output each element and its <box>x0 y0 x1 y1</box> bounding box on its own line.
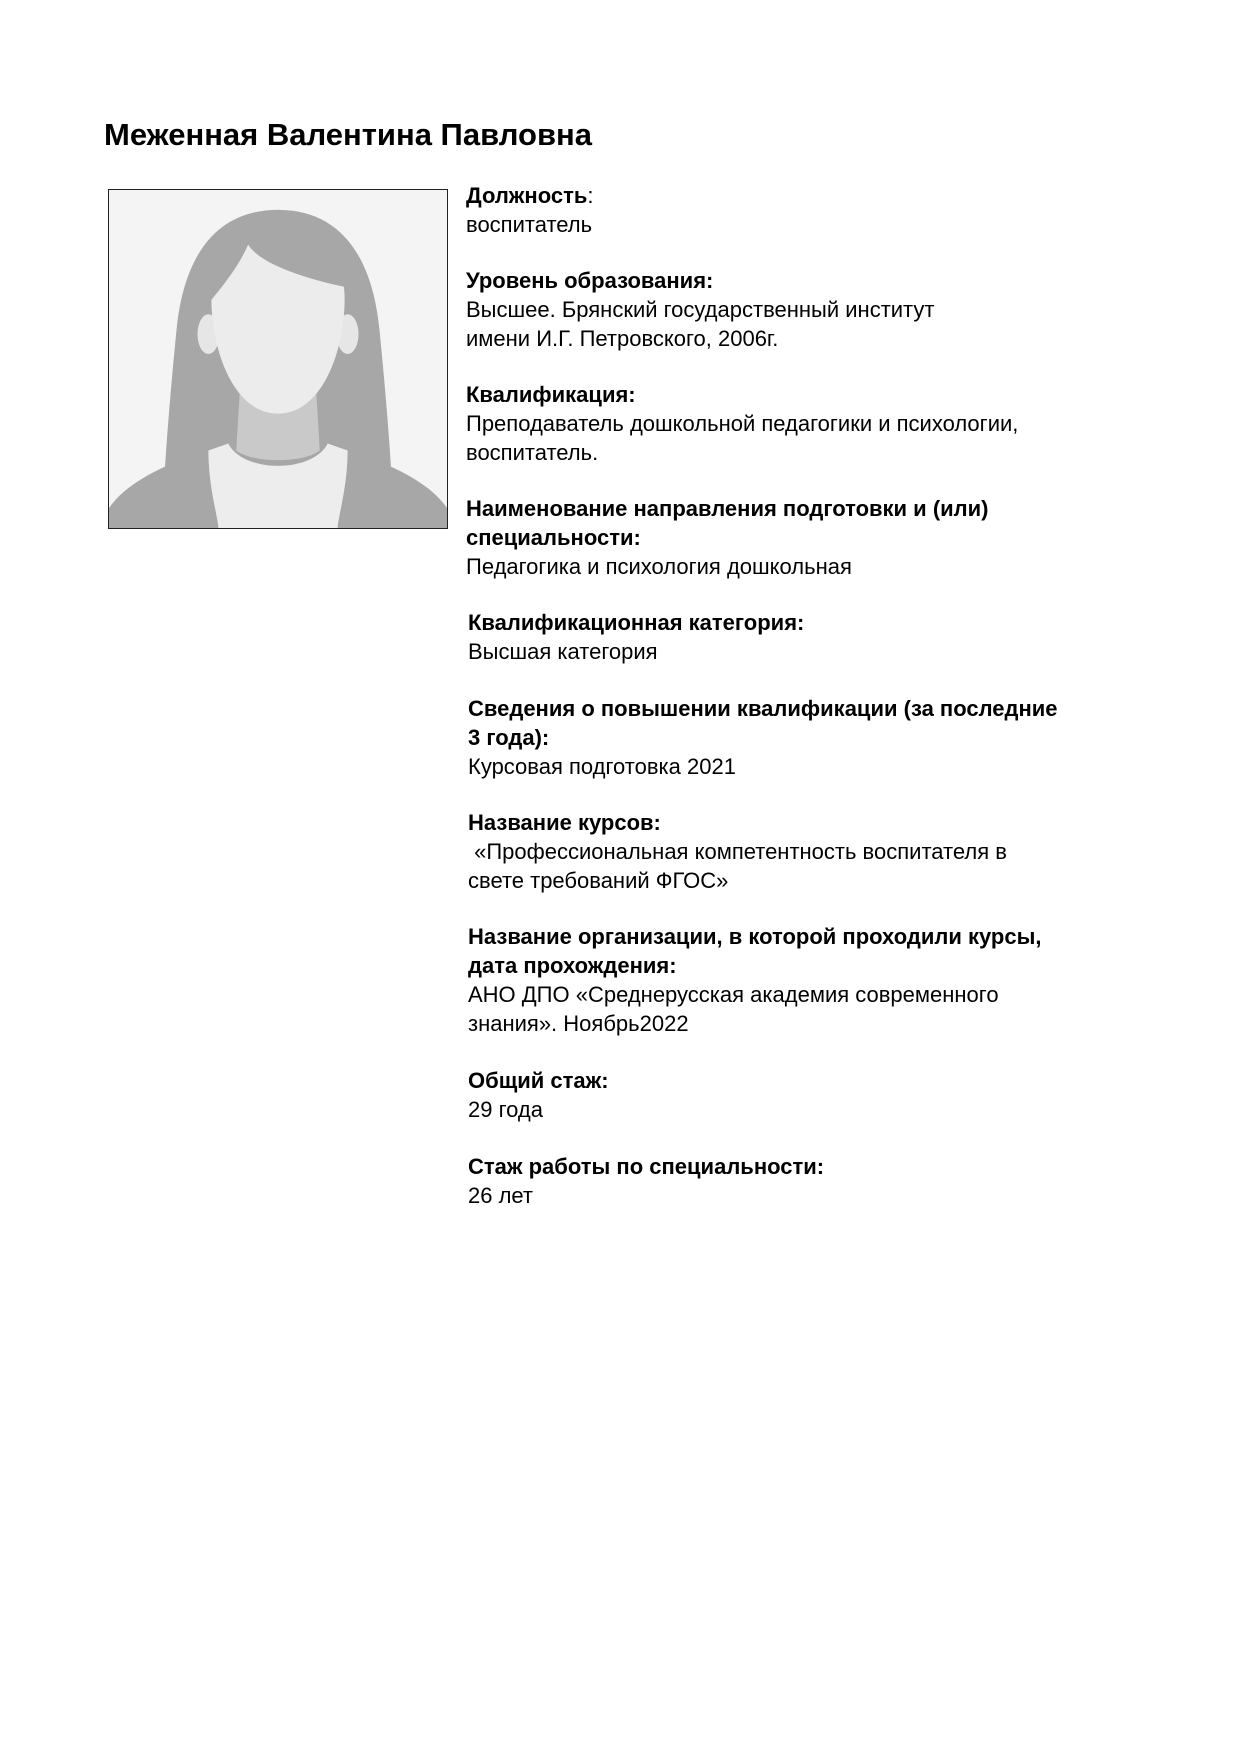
category-section <box>468 608 804 666</box>
total-experience-label: Общий стаж: <box>468 1068 609 1093</box>
position-value: воспитатель <box>466 212 593 237</box>
qualification-value-line2: воспитатель. <box>466 440 599 465</box>
total-experience-section <box>468 1066 609 1124</box>
position-section <box>466 181 594 239</box>
organization-section <box>468 922 1042 1038</box>
education-value-line1: Высшее. Брянский государственный институт <box>466 297 935 322</box>
organization-label-line2: дата прохождения: <box>468 953 677 978</box>
specialty-section <box>466 494 989 581</box>
specialty-value: Педагогика и психология дошкольная <box>466 554 852 579</box>
education-label: Уровень образования: <box>466 268 714 293</box>
courses-value-line1: «Профессиональная компетентность воспитателя в <box>468 839 1007 864</box>
total-experience-value: 29 года <box>468 1097 543 1122</box>
education-value-line2: имени И.Г. Петровского, 2006г. <box>466 326 779 351</box>
specialty-experience-section <box>468 1152 824 1210</box>
education-section <box>466 266 934 353</box>
courses-value-line2: свете требований ФГОС» <box>468 868 729 893</box>
female-avatar-icon <box>109 190 447 528</box>
category-value: Высшая категория <box>468 639 658 664</box>
courses-section <box>468 808 1007 895</box>
qualification-section <box>466 380 1018 467</box>
person-name: Меженная Валентина Павловна <box>104 117 592 152</box>
qualification-value-line1: Преподаватель дошкольной педагогики и психологии, <box>466 411 1019 436</box>
courses-label: Название курсов: <box>468 810 661 835</box>
specialty-label-line1: Наименование направления подготовки и (или) <box>466 496 989 521</box>
training-label-line1: Сведения о повышении квалификации (за последние <box>468 696 1058 721</box>
profile-photo <box>108 189 448 529</box>
organization-value-line1: АНО ДПО «Среднерусская академия современного <box>468 982 999 1007</box>
organization-label-line1: Название организации, в которой проходили курсы, <box>468 924 1042 949</box>
training-value: Курсовая подготовка 2021 <box>468 754 736 779</box>
specialty-experience-value: 26 лет <box>468 1183 534 1208</box>
position-label: Должность <box>466 183 588 208</box>
category-label: Квалификационная категория: <box>468 610 805 635</box>
qualification-label: Квалификация: <box>466 382 636 407</box>
training-label-line2: 3 года): <box>468 725 550 750</box>
specialty-experience-label: Стаж работы по специальности: <box>468 1154 825 1179</box>
organization-value-line2: знания». Ноябрь2022 <box>468 1011 689 1036</box>
specialty-label-line2: специальности: <box>466 525 641 550</box>
position-label-colon: : <box>587 183 594 208</box>
training-section <box>468 694 1058 781</box>
